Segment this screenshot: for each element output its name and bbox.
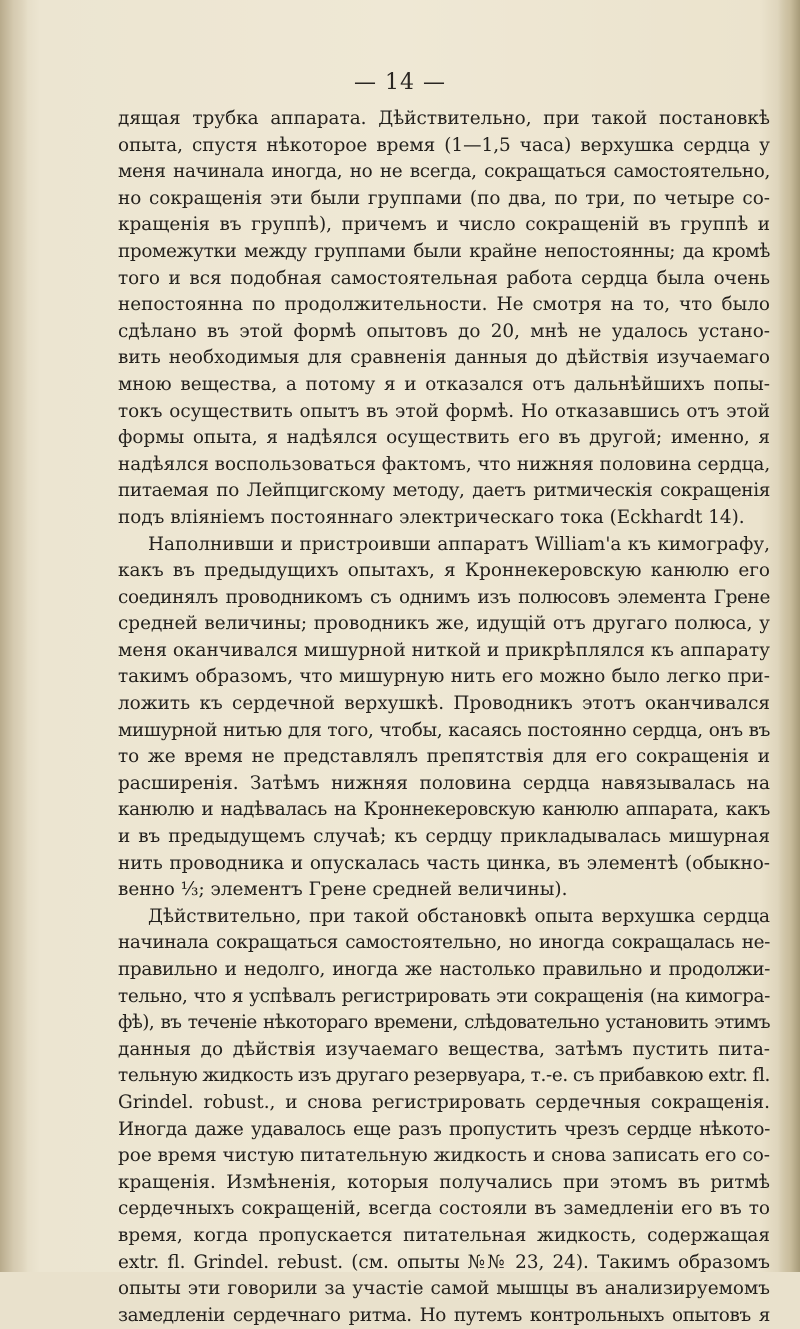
text-line: рое время чистую питательную жидкость и снова записать его со- [118,1145,770,1167]
text-line: соединялъ проводникомъ съ однимъ изъ полюсовъ элемента Грене [118,586,770,608]
text-line: какъ въ предыдущихъ опытахъ, я Кроннекеровскую канюлю его [118,560,770,582]
text-line: Grindel. robust., и снова регистрировать сердечныя сокращенія. [118,1091,770,1113]
text-line: мишурной нитью для того, чтобы, касаясь постоянно сердца, онъ въ [118,719,770,741]
text-line: формы опыта, я надѣялся осуществить его въ другой; именно, я [118,427,770,449]
text-line: тельную жидкость изъ другаго резервуара, т.-е. съ прибавкою extr. fl. [118,1065,770,1087]
paragraph-start-line: Наполнивши и пристроивши аппаратъ William'а къ кимографу, [148,533,770,555]
text-line: Иногда даже удавалось еще разъ пропустить чрезъ сердце нѣкото- [118,1118,770,1140]
text-line: сдѣлано въ этой формѣ опытовъ до 20, мнѣ не удалось устано- [118,320,770,342]
text-line: то же время не представлялъ препятствія для его сокращенія и [118,746,770,768]
text-body [118,106,770,1329]
paragraph-start-line: Дѣйствительно, при такой обстановкѣ опыта верхушка сердца [148,905,770,927]
text-line: промежутки между группами были крайне непостоянны; да кромѣ [118,240,770,262]
text-line: питаемая по Лейпцигскому методу, даетъ ритмическія сокращенія [118,480,770,502]
text-line: меня начинала иногда, но не всегда, сокращаться самостоятельно, [118,161,770,183]
text-line: но сокращенія эти были группами (по два, по три, по четыре со- [118,187,770,209]
page-left-edge [0,0,28,1272]
text-line: меня оканчивался мишурной ниткой и прикрѣплялся къ аппарату [118,639,770,661]
text-line: вить необходимыя для сравненія данныя до дѣйствія изучаемаго [118,347,770,369]
text-line: кращенія. Измѣненія, которыя получались при этомъ въ ритмѣ [118,1171,770,1193]
text-line: ложить къ сердечной верхушкѣ. Проводникъ этотъ оканчивался [118,693,770,715]
text-line: и въ предыдущемъ случаѣ; къ сердцу прикладывалась мишурная [118,826,770,848]
text-line: сердечныхъ сокращеній, всегда состояли въ замедленіи его въ то [118,1198,770,1220]
text-line: канюлю и надѣвалась на Кроннекеровскую канюлю аппарата, какъ [118,799,770,821]
text-line: время, когда пропускается питательная жидкость, содержащая [118,1224,770,1246]
text-line: дящая трубка аппарата. Дѣйствительно, при такой постановкѣ [118,108,770,129]
text-line: тельно, что я успѣвалъ регистрировать эти сокращенія (на кимогра- [118,985,770,1007]
text-line: токъ осуществить опытъ въ этой формѣ. Но отказавшись отъ этой [118,400,770,422]
page-number: — 14 — [354,70,446,95]
text-line: такимъ образомъ, что мишурную нить его можно было легко при- [118,666,770,688]
text-line: надѣялся воспользоваться фактомъ, что нижняя половина сердца, [118,453,771,475]
text-line: мною вещества, а потому я и отказался отъ дальнѣйшихъ попы- [118,373,770,395]
text-line: опыты эти говорили за участіе самой мышцы въ анализируемомъ [118,1278,770,1300]
text-line: кращенія въ группѣ), причемъ и число сокращеній въ группѣ и [118,214,770,236]
page-right-edge [778,0,800,1272]
text-line: правильно и недолго, иногда же настолько правильно и продолжи- [118,959,770,980]
text-line: подъ вліяніемъ постояннаго электрическаго тока (Eckhardt 14). [118,506,745,528]
text-line: того и вся подобная самостоятельная работа сердца была очень [118,267,770,289]
text-line: средней величины; проводникъ же, идущій отъ другаго полюса, у [118,613,770,635]
text-line: начинала сокращаться самостоятельно, но иногда сокращалась не- [118,932,770,954]
text-line: нить проводника и опускалась часть цинка, въ элементѣ (обыкно- [118,852,770,874]
text-line: extr. fl. Grindel. rebust. (см. опыты №№ 23, 24). Такимъ образомъ [118,1251,770,1273]
text-line: данныя до дѣйствія изучаемаго вещества, затѣмъ пустить пита- [118,1038,770,1060]
text-line: замедленіи сердечнаго ритма. Но путемъ контрольныхъ опытовъ я [118,1304,770,1326]
text-line: фѣ), въ теченіе нѣкотораго времени, слѣдовательно установить этимъ [118,1012,770,1034]
text-line: опыта, спустя нѣкоторое время (1—1,5 часа) верхушка сердца у [118,134,770,156]
text-line: венно ⅓; элементъ Грене средней величины). [118,879,568,901]
text-line: расширенія. Затѣмъ нижняя половина сердца навязывалась на [118,772,770,794]
text-line: непостоянна по продолжительности. Не смотря на то, что было [118,294,770,316]
